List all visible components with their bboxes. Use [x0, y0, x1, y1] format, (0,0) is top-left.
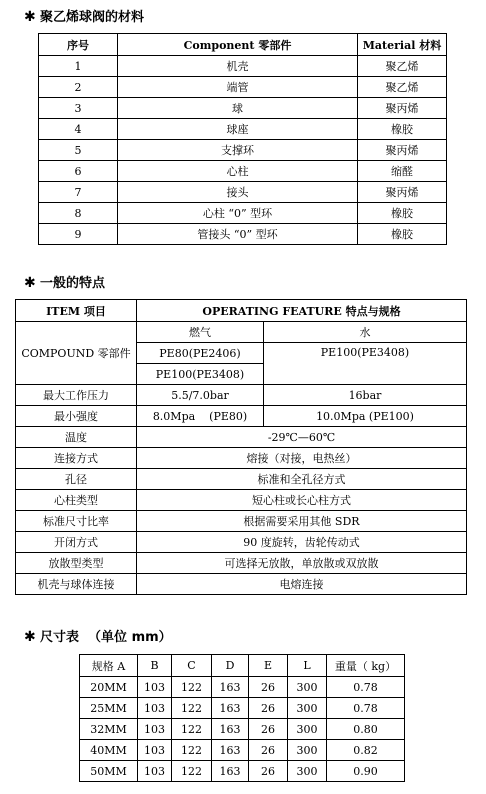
table-cell: 163: [212, 677, 249, 698]
table-cell: 103: [138, 677, 172, 698]
table-cell: 电熔连接: [137, 574, 467, 595]
table-cell: 163: [212, 761, 249, 782]
table-header-row: [16, 300, 467, 322]
table-cell: 短心柱或长心柱方式: [137, 490, 467, 511]
table-cell: 温度: [16, 427, 137, 448]
table-cell: 0.82: [327, 740, 405, 761]
table-row: [39, 161, 447, 182]
section-heading-dimensions: [24, 626, 172, 645]
table-cell: 最小强度: [16, 406, 137, 427]
asterisk-bullet-icon: ✱: [24, 9, 36, 25]
table-cell: 122: [172, 677, 212, 698]
table-cell: 103: [138, 719, 172, 740]
section-title: 聚乙烯球阀的材料: [40, 10, 145, 25]
table-cell: 300: [288, 740, 327, 761]
section-title: 尺寸表 （单位 mm）: [40, 630, 172, 645]
table-header-row: [39, 34, 447, 56]
table-cell: 90 度旋转，齿轮传动式: [137, 532, 467, 553]
table-row: [16, 448, 467, 469]
table-cell: 26: [249, 677, 288, 698]
table-row: [39, 203, 447, 224]
table-cell: 163: [212, 719, 249, 740]
table-cell: 122: [172, 719, 212, 740]
table-cell: 0.90: [327, 761, 405, 782]
table-cell: 103: [138, 698, 172, 719]
table-cell: 4: [39, 119, 118, 140]
table-cell: 103: [138, 740, 172, 761]
section-title: 一般的特点: [40, 276, 106, 291]
column-header: OPERATING FEATURE 特点与规格: [137, 300, 467, 322]
column-header: E: [249, 655, 288, 677]
table-cell: 6: [39, 161, 118, 182]
table-cell: 0.78: [327, 698, 405, 719]
asterisk-bullet-icon: ✱: [24, 629, 36, 645]
table-cell: 2: [39, 77, 118, 98]
table-row: [39, 77, 447, 98]
table-cell: 聚乙烯: [358, 56, 447, 77]
table-cell: 16bar: [264, 385, 467, 406]
table-row: [16, 406, 467, 427]
table-row: [16, 469, 467, 490]
column-header: 重量（ kg）: [327, 655, 405, 677]
dimensions-table: [79, 654, 405, 782]
column-header: L: [288, 655, 327, 677]
compound-label: COMPOUND 零部件: [16, 322, 137, 385]
table-cell: 球: [118, 98, 358, 119]
table-cell: 橡胶: [358, 203, 447, 224]
table-cell: 300: [288, 698, 327, 719]
column-header: ITEM 项目: [16, 300, 137, 322]
table-cell: 26: [249, 719, 288, 740]
table-cell: 放散型类型: [16, 553, 137, 574]
table-row: [16, 490, 467, 511]
column-header: C: [172, 655, 212, 677]
table-row: [39, 224, 447, 245]
table-row: [39, 98, 447, 119]
table-cell: 32MM: [80, 719, 138, 740]
table-cell: 25MM: [80, 698, 138, 719]
table-cell: 9: [39, 224, 118, 245]
section-heading-features: [24, 272, 105, 291]
table-row: [16, 574, 467, 595]
table-cell: 8: [39, 203, 118, 224]
table-cell: 26: [249, 761, 288, 782]
table-cell: 1: [39, 56, 118, 77]
table-row: [39, 140, 447, 161]
table-row: [80, 761, 405, 782]
table-cell: 聚丙烯: [358, 182, 447, 203]
column-header: 规格 A: [80, 655, 138, 677]
table-cell: 5: [39, 140, 118, 161]
table-row: [16, 322, 467, 343]
table-cell: 连接方式: [16, 448, 137, 469]
table-cell: 26: [249, 698, 288, 719]
table-cell: 标准和全孔径方式: [137, 469, 467, 490]
table-row: [80, 677, 405, 698]
table-cell: 0.80: [327, 719, 405, 740]
table-row: [16, 385, 467, 406]
table-cell: 122: [172, 740, 212, 761]
table-cell: 缩醛: [358, 161, 447, 182]
table-cell: 支撑环: [118, 140, 358, 161]
table-cell: 最大工作压力: [16, 385, 137, 406]
column-header: B: [138, 655, 172, 677]
column-header: 序号: [39, 34, 118, 56]
table-cell: -29℃—60℃: [137, 427, 467, 448]
table-row: [80, 719, 405, 740]
table-row: [16, 553, 467, 574]
table-cell: 40MM: [80, 740, 138, 761]
table-cell: 机壳与球体连接: [16, 574, 137, 595]
column-header: Material 材料: [358, 34, 447, 56]
table-cell: 橡胶: [358, 119, 447, 140]
table-cell: 103: [138, 761, 172, 782]
column-header: D: [212, 655, 249, 677]
table-cell: 熔接（对接，电热丝）: [137, 448, 467, 469]
table-cell: 聚丙烯: [358, 140, 447, 161]
table-cell: 26: [249, 740, 288, 761]
table-cell: 163: [212, 740, 249, 761]
section-heading-materials: [24, 6, 144, 25]
table-cell: 20MM: [80, 677, 138, 698]
table-cell: PE80(PE2406): [137, 343, 264, 364]
table-row: [16, 511, 467, 532]
table-cell: 300: [288, 677, 327, 698]
table-cell: 300: [288, 719, 327, 740]
table-cell: 孔径: [16, 469, 137, 490]
table-row: [39, 56, 447, 77]
table-cell: 端管: [118, 77, 358, 98]
table-header-row: [80, 655, 405, 677]
water-label: 水: [264, 322, 467, 343]
gas-label: 燃气: [137, 322, 264, 343]
table-cell: 5.5/7.0bar: [137, 385, 264, 406]
table-cell: 300: [288, 761, 327, 782]
table-cell: 聚丙烯: [358, 98, 447, 119]
table-row: [80, 698, 405, 719]
asterisk-bullet-icon: ✱: [24, 275, 36, 291]
features-table: [15, 299, 467, 595]
table-cell: 122: [172, 698, 212, 719]
table-cell: 标准尺寸比率: [16, 511, 137, 532]
table-row: [39, 182, 447, 203]
table-cell: 心柱类型: [16, 490, 137, 511]
table-cell: 开闭方式: [16, 532, 137, 553]
table-cell: 10.0Mpa (PE100): [264, 406, 467, 427]
table-cell: PE100(PE3408): [137, 364, 264, 385]
table-cell: 8.0Mpa (PE80): [137, 406, 264, 427]
table-cell: 机壳: [118, 56, 358, 77]
table-cell: 聚乙烯: [358, 77, 447, 98]
table-row: [16, 532, 467, 553]
table-cell: 球座: [118, 119, 358, 140]
table-row: [39, 119, 447, 140]
table-cell: 心柱 “0” 型环: [118, 203, 358, 224]
table-cell: 根据需要采用其他 SDR: [137, 511, 467, 532]
table-cell: 接头: [118, 182, 358, 203]
table-cell: 0.78: [327, 677, 405, 698]
table-cell: 管接头 “0” 型环: [118, 224, 358, 245]
table-cell: 50MM: [80, 761, 138, 782]
table-cell: 橡胶: [358, 224, 447, 245]
table-cell: 7: [39, 182, 118, 203]
materials-table: [38, 33, 447, 245]
table-cell: 163: [212, 698, 249, 719]
table-cell: 可选择无放散，单放散或双放散: [137, 553, 467, 574]
table-row: [80, 740, 405, 761]
table-cell: 122: [172, 761, 212, 782]
table-cell: 3: [39, 98, 118, 119]
table-cell: 心柱: [118, 161, 358, 182]
table-cell: PE100(PE3408): [264, 343, 467, 385]
table-row: [16, 427, 467, 448]
column-header: Component 零部件: [118, 34, 358, 56]
